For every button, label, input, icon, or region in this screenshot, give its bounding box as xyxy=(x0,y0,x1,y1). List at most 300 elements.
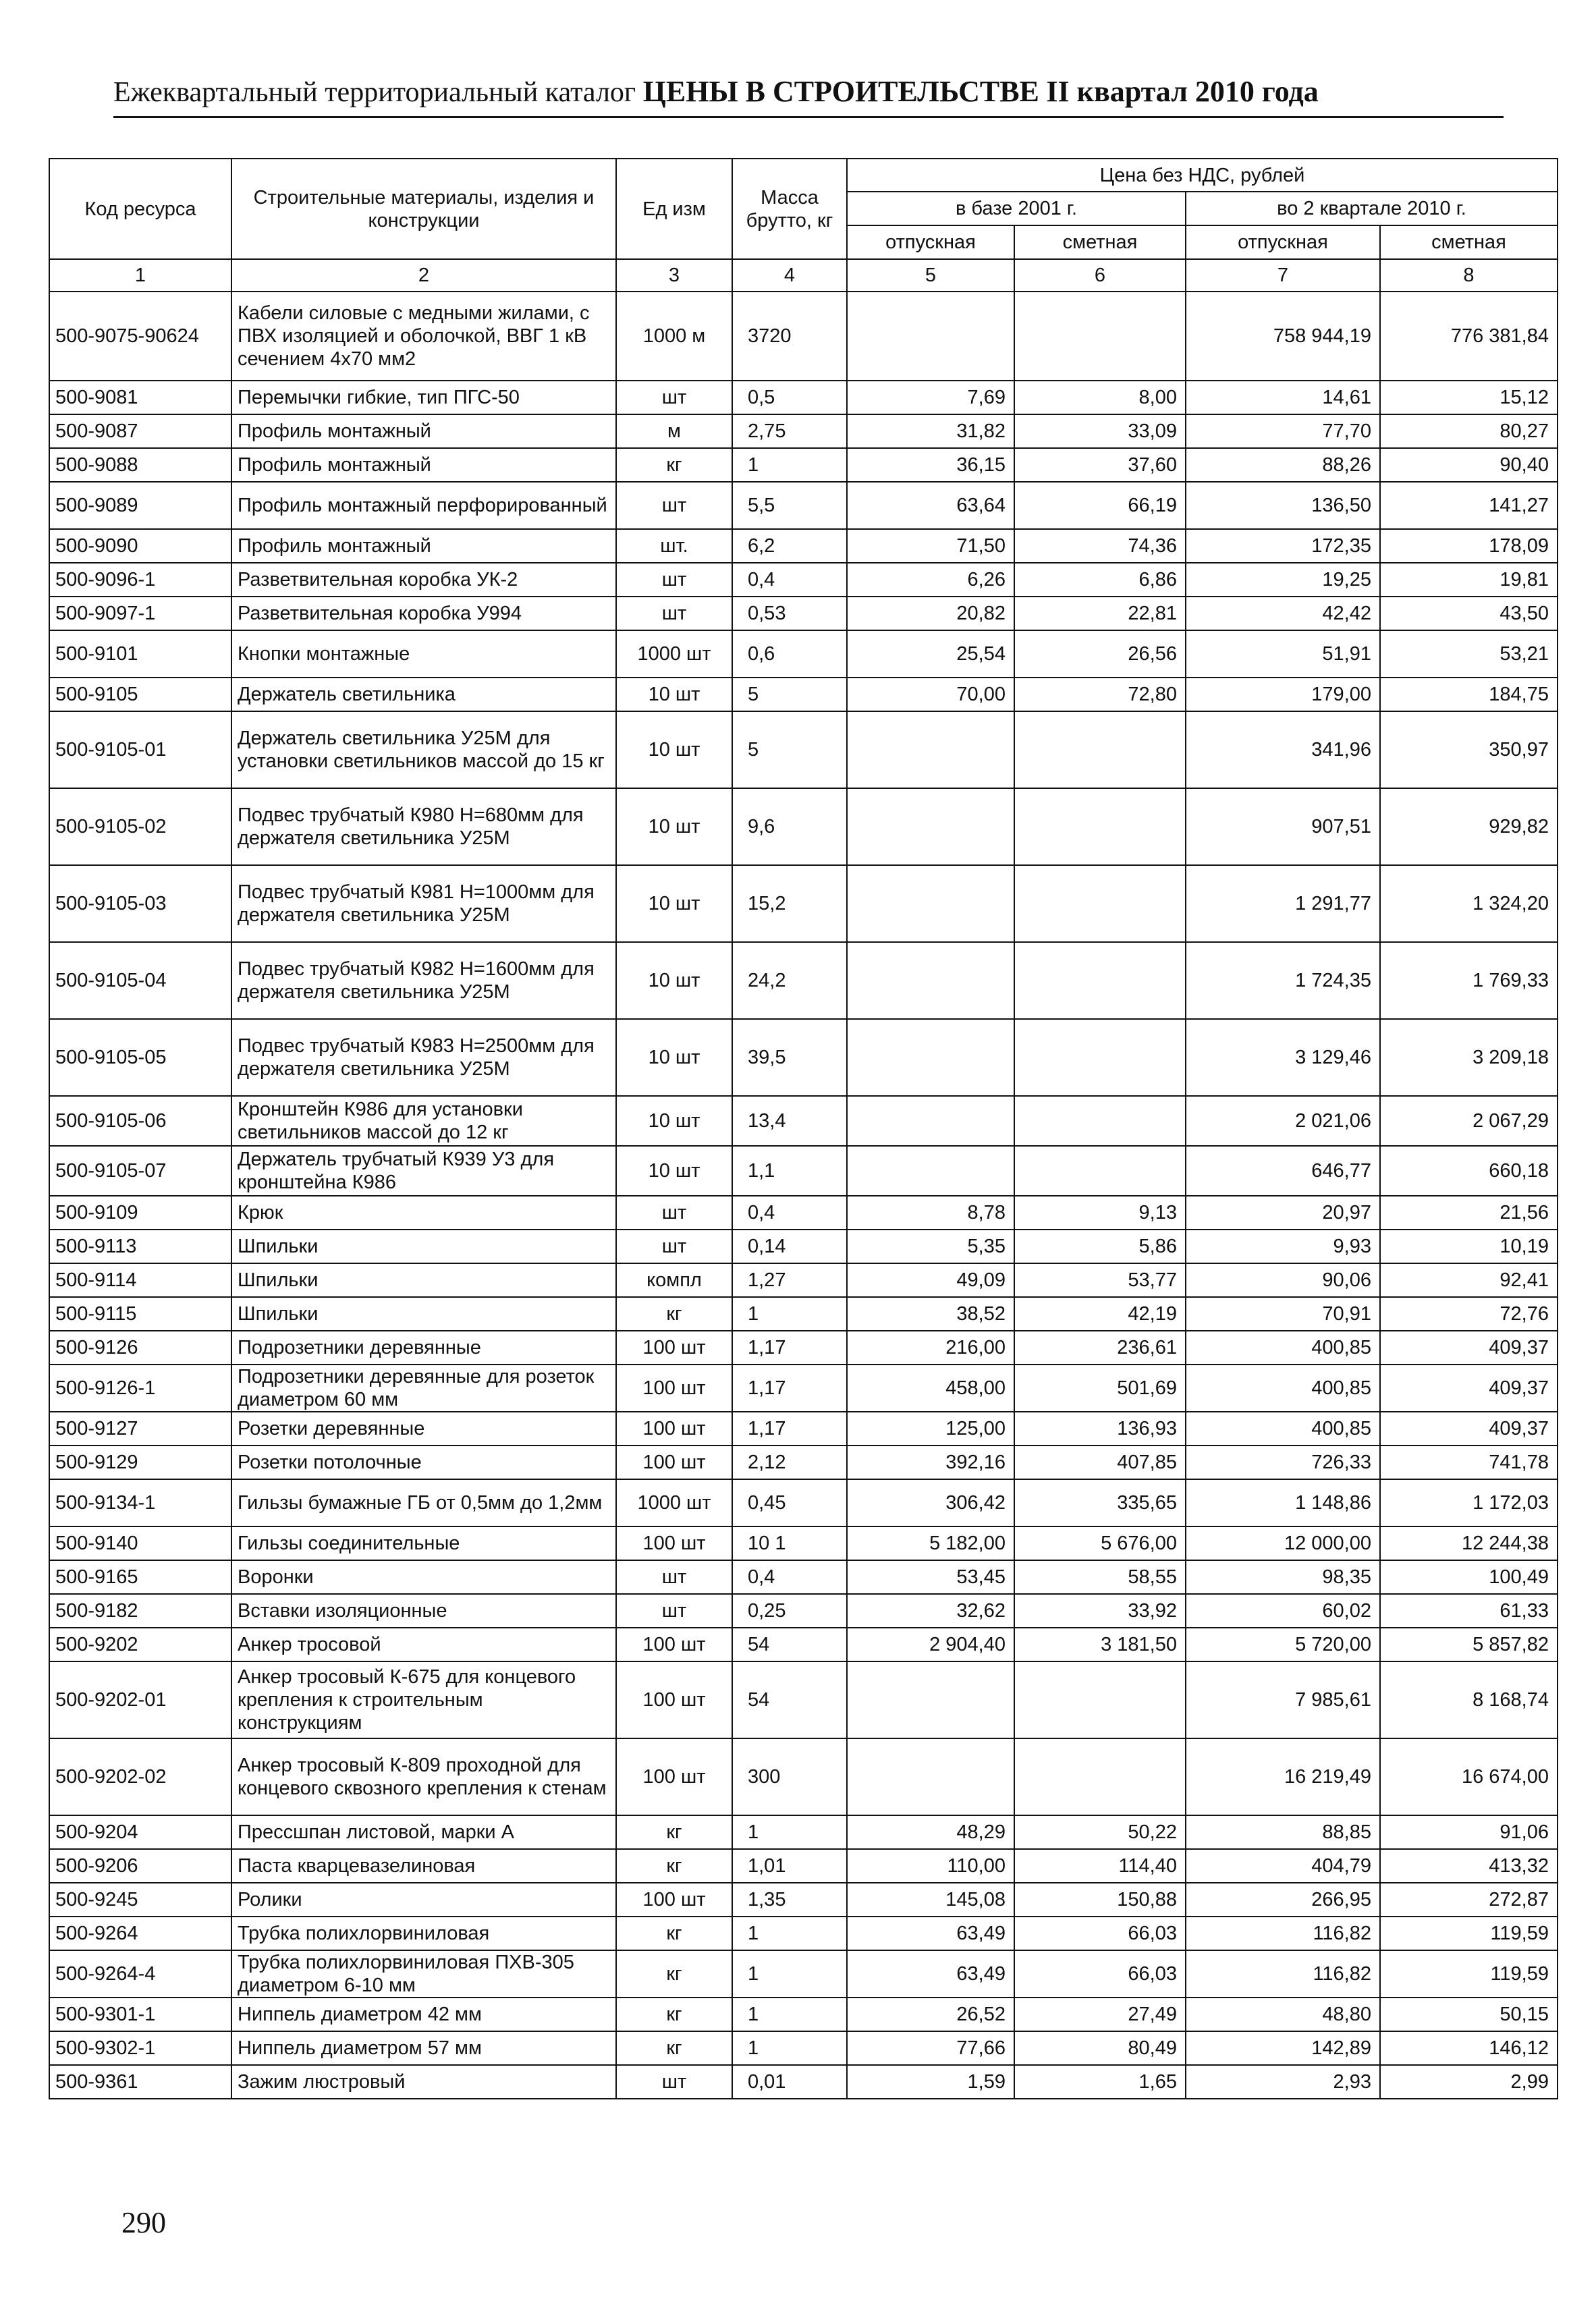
cell-estimate-2010: 2,99 xyxy=(1380,2065,1558,2099)
cell-estimate-2001: 236,61 xyxy=(1014,1331,1186,1365)
cell-code: 500-9105-06 xyxy=(49,1096,231,1146)
cell-release-2010: 726,33 xyxy=(1186,1446,1380,1479)
cell-estimate-2010: 178,09 xyxy=(1380,529,1558,563)
cell-release-2010: 179,00 xyxy=(1186,678,1380,711)
cell-release-2001 xyxy=(847,292,1014,381)
table-row xyxy=(49,865,1558,942)
table-row xyxy=(49,1950,1558,1998)
cell-mass: 1 xyxy=(732,2031,847,2065)
table-row xyxy=(49,1661,1558,1738)
cell-release-2001 xyxy=(847,1738,1014,1815)
cell-estimate-2001: 26,56 xyxy=(1014,630,1186,678)
cell-name: Гильзы бумажные ГБ от 0,5мм до 1,2мм xyxy=(231,1479,616,1526)
cell-release-2010: 14,61 xyxy=(1186,381,1380,414)
cell-unit: 1000 шт xyxy=(616,630,732,678)
cell-estimate-2010: 8 168,74 xyxy=(1380,1661,1558,1738)
cell-estimate-2001 xyxy=(1014,865,1186,942)
cell-name: Держатель светильника xyxy=(231,678,616,711)
cell-code: 500-9301-1 xyxy=(49,1998,231,2031)
table-row xyxy=(49,2065,1558,2099)
cell-code: 500-9088 xyxy=(49,448,231,482)
cell-mass: 1,1 xyxy=(732,1146,847,1196)
cell-estimate-2010: 21,56 xyxy=(1380,1196,1558,1230)
cell-code: 500-9302-1 xyxy=(49,2031,231,2065)
cell-unit: 100 шт xyxy=(616,1738,732,1815)
cell-name: Трубка полихлорвиниловая ПХВ-305 диаметром 6-10 мм xyxy=(231,1950,616,1998)
cell-estimate-2010: 10,19 xyxy=(1380,1230,1558,1263)
cell-release-2010: 90,06 xyxy=(1186,1263,1380,1297)
table-row xyxy=(49,381,1558,414)
cell-mass: 5,5 xyxy=(732,482,847,529)
cell-estimate-2001: 150,88 xyxy=(1014,1883,1186,1917)
cell-estimate-2001: 9,13 xyxy=(1014,1196,1186,1230)
cell-name: Ниппель диаметром 57 мм xyxy=(231,2031,616,2065)
cell-code: 500-9105-02 xyxy=(49,788,231,865)
table-row xyxy=(49,482,1558,529)
table-row xyxy=(49,1738,1558,1815)
table-row xyxy=(49,414,1558,448)
cell-release-2001: 6,26 xyxy=(847,563,1014,597)
cell-unit: кг xyxy=(616,1917,732,1950)
cell-release-2001: 458,00 xyxy=(847,1365,1014,1412)
table-row xyxy=(49,1849,1558,1883)
cell-release-2001: 392,16 xyxy=(847,1446,1014,1479)
cell-code: 500-9134-1 xyxy=(49,1479,231,1526)
table-row xyxy=(49,1998,1558,2031)
cell-release-2010: 2 021,06 xyxy=(1186,1096,1380,1146)
cell-unit: кг xyxy=(616,1815,732,1849)
cell-unit: 1000 м xyxy=(616,292,732,381)
table-row xyxy=(49,1446,1558,1479)
cell-estimate-2001: 50,22 xyxy=(1014,1815,1186,1849)
cell-mass: 0,4 xyxy=(732,1196,847,1230)
column-number-row xyxy=(49,259,1558,292)
cell-name: Зажим люстровый xyxy=(231,2065,616,2099)
column-number: 3 xyxy=(616,259,732,292)
cell-name: Розетки потолочные xyxy=(231,1446,616,1479)
cell-name: Подвес трубчатый К982 Н=1600мм для держателя светильника У25М xyxy=(231,942,616,1019)
cell-estimate-2010: 184,75 xyxy=(1380,678,1558,711)
table-row xyxy=(49,630,1558,678)
cell-code: 500-9105-01 xyxy=(49,711,231,788)
cell-release-2001: 71,50 xyxy=(847,529,1014,563)
cell-unit: шт xyxy=(616,563,732,597)
cell-estimate-2010: 53,21 xyxy=(1380,630,1558,678)
price-table xyxy=(49,158,1558,2099)
table-row xyxy=(49,1230,1558,1263)
table-row xyxy=(49,1628,1558,1661)
cell-unit: 10 шт xyxy=(616,711,732,788)
cell-release-2010: 98,35 xyxy=(1186,1560,1380,1594)
cell-mass: 0,5 xyxy=(732,381,847,414)
table-row xyxy=(49,1297,1558,1331)
cell-mass: 1 xyxy=(732,1297,847,1331)
cell-release-2010: 400,85 xyxy=(1186,1365,1380,1412)
cell-estimate-2001 xyxy=(1014,1146,1186,1196)
cell-release-2010: 341,96 xyxy=(1186,711,1380,788)
cell-code: 500-9204 xyxy=(49,1815,231,1849)
cell-unit: шт xyxy=(616,597,732,630)
cell-mass: 1 xyxy=(732,1815,847,1849)
cell-mass: 3720 xyxy=(732,292,847,381)
th-name: Строительные материалы, изделия и конструкции xyxy=(231,159,616,259)
cell-estimate-2010: 16 674,00 xyxy=(1380,1738,1558,1815)
cell-code: 500-9105-03 xyxy=(49,865,231,942)
cell-estimate-2001: 72,80 xyxy=(1014,678,1186,711)
cell-release-2010: 142,89 xyxy=(1186,2031,1380,2065)
cell-release-2010: 404,79 xyxy=(1186,1849,1380,1883)
cell-name: Паста кварцевазелиновая xyxy=(231,1849,616,1883)
table-row xyxy=(49,1146,1558,1196)
cell-name: Подвес трубчатый К980 Н=680мм для держателя светильника У25М xyxy=(231,788,616,865)
cell-mass: 0,4 xyxy=(732,1560,847,1594)
cell-estimate-2001: 407,85 xyxy=(1014,1446,1186,1479)
cell-release-2001 xyxy=(847,1019,1014,1096)
th-price: Цена без НДС, рублей xyxy=(847,159,1558,192)
cell-release-2010: 646,77 xyxy=(1186,1146,1380,1196)
cell-mass: 54 xyxy=(732,1628,847,1661)
cell-release-2010: 20,97 xyxy=(1186,1196,1380,1230)
cell-estimate-2010: 272,87 xyxy=(1380,1883,1558,1917)
cell-release-2010: 172,35 xyxy=(1186,529,1380,563)
table-row xyxy=(49,1365,1558,1412)
cell-code: 500-9075-90624 xyxy=(49,292,231,381)
cell-estimate-2001: 66,19 xyxy=(1014,482,1186,529)
cell-release-2001: 306,42 xyxy=(847,1479,1014,1526)
cell-release-2001: 216,00 xyxy=(847,1331,1014,1365)
cell-name: Шпильки xyxy=(231,1263,616,1297)
th-unit: Ед изм xyxy=(616,159,732,259)
cell-name: Крюк xyxy=(231,1196,616,1230)
cell-estimate-2001: 5,86 xyxy=(1014,1230,1186,1263)
cell-estimate-2010: 1 769,33 xyxy=(1380,942,1558,1019)
column-number: 4 xyxy=(732,259,847,292)
cell-name: Подвес трубчатый К981 Н=1000мм для держателя светильника У25М xyxy=(231,865,616,942)
table-row xyxy=(49,529,1558,563)
cell-estimate-2001: 3 181,50 xyxy=(1014,1628,1186,1661)
header-title: ЦЕНЫ В СТРОИТЕЛЬСТВЕ xyxy=(642,75,1039,108)
cell-release-2001: 63,49 xyxy=(847,1950,1014,1998)
cell-release-2010: 60,02 xyxy=(1186,1594,1380,1628)
cell-mass: 1,17 xyxy=(732,1412,847,1446)
cell-name: Подвес трубчатый К983 Н=2500мм для держателя светильника У25М xyxy=(231,1019,616,1096)
cell-estimate-2001 xyxy=(1014,1019,1186,1096)
cell-name: Прессшпан листовой, марки А xyxy=(231,1815,616,1849)
cell-unit: 10 шт xyxy=(616,1096,732,1146)
th-q2-2010: во 2 квартале 2010 г. xyxy=(1186,192,1558,225)
cell-code: 500-9126 xyxy=(49,1331,231,1365)
cell-code: 500-9105 xyxy=(49,678,231,711)
table-row xyxy=(49,2031,1558,2065)
cell-unit: шт xyxy=(616,1230,732,1263)
cell-estimate-2001: 6,86 xyxy=(1014,563,1186,597)
cell-estimate-2010: 43,50 xyxy=(1380,597,1558,630)
cell-unit: 100 шт xyxy=(616,1446,732,1479)
cell-mass: 0,14 xyxy=(732,1230,847,1263)
column-number: 1 xyxy=(49,259,231,292)
column-number: 8 xyxy=(1380,259,1558,292)
cell-name: Держатель трубчатый К939 У3 для кронштейна К986 xyxy=(231,1146,616,1196)
cell-release-2010: 88,85 xyxy=(1186,1815,1380,1849)
page-number: 290 xyxy=(121,2206,166,2239)
cell-mass: 13,4 xyxy=(732,1096,847,1146)
cell-estimate-2010: 80,27 xyxy=(1380,414,1558,448)
cell-estimate-2010: 15,12 xyxy=(1380,381,1558,414)
table-row xyxy=(49,1883,1558,1917)
cell-unit: 10 шт xyxy=(616,942,732,1019)
cell-code: 500-9087 xyxy=(49,414,231,448)
cell-estimate-2010: 12 244,38 xyxy=(1380,1526,1558,1560)
cell-name: Подрозетники деревянные для розеток диаметром 60 мм xyxy=(231,1365,616,1412)
cell-estimate-2001 xyxy=(1014,942,1186,1019)
table-row xyxy=(49,1263,1558,1297)
cell-code: 500-9129 xyxy=(49,1446,231,1479)
cell-unit: 10 шт xyxy=(616,1019,732,1096)
cell-release-2001: 125,00 xyxy=(847,1412,1014,1446)
cell-name: Разветвительная коробка УК-2 xyxy=(231,563,616,597)
cell-code: 500-9115 xyxy=(49,1297,231,1331)
cell-code: 500-9081 xyxy=(49,381,231,414)
cell-code: 500-9264-4 xyxy=(49,1950,231,1998)
cell-name: Держатель светильника У25М для установки светильников массой до 15 кг xyxy=(231,711,616,788)
cell-code: 500-9140 xyxy=(49,1526,231,1560)
cell-release-2001: 5 182,00 xyxy=(847,1526,1014,1560)
cell-release-2010: 1 291,77 xyxy=(1186,865,1380,942)
cell-mass: 1 xyxy=(732,1950,847,1998)
cell-unit: 10 шт xyxy=(616,865,732,942)
cell-mass: 15,2 xyxy=(732,865,847,942)
cell-release-2001: 110,00 xyxy=(847,1849,1014,1883)
cell-estimate-2001: 27,49 xyxy=(1014,1998,1186,2031)
cell-release-2001: 31,82 xyxy=(847,414,1014,448)
cell-mass: 2,75 xyxy=(732,414,847,448)
cell-estimate-2010: 61,33 xyxy=(1380,1594,1558,1628)
cell-estimate-2001: 114,40 xyxy=(1014,1849,1186,1883)
cell-mass: 10 1 xyxy=(732,1526,847,1560)
cell-estimate-2010: 119,59 xyxy=(1380,1950,1558,1998)
cell-release-2001 xyxy=(847,865,1014,942)
running-header xyxy=(113,76,1497,109)
cell-release-2001 xyxy=(847,1146,1014,1196)
cell-release-2001: 48,29 xyxy=(847,1815,1014,1849)
cell-unit: 10 шт xyxy=(616,678,732,711)
cell-estimate-2001: 33,09 xyxy=(1014,414,1186,448)
cell-release-2010: 116,82 xyxy=(1186,1950,1380,1998)
cell-mass: 24,2 xyxy=(732,942,847,1019)
cell-release-2001: 7,69 xyxy=(847,381,1014,414)
cell-unit: 100 шт xyxy=(616,1628,732,1661)
cell-name: Анкер тросовый К-675 для концевого крепления к строительным конструкциям xyxy=(231,1661,616,1738)
cell-release-2001: 38,52 xyxy=(847,1297,1014,1331)
cell-mass: 0,25 xyxy=(732,1594,847,1628)
cell-estimate-2001: 22,81 xyxy=(1014,597,1186,630)
cell-code: 500-9089 xyxy=(49,482,231,529)
cell-estimate-2010: 776 381,84 xyxy=(1380,292,1558,381)
cell-mass: 1,35 xyxy=(732,1883,847,1917)
cell-estimate-2010: 19,81 xyxy=(1380,563,1558,597)
table-row xyxy=(49,448,1558,482)
cell-release-2010: 400,85 xyxy=(1186,1331,1380,1365)
cell-mass: 39,5 xyxy=(732,1019,847,1096)
cell-estimate-2001: 80,49 xyxy=(1014,2031,1186,2065)
cell-code: 500-9202 xyxy=(49,1628,231,1661)
header-period: II квартал 2010 года xyxy=(1046,75,1319,108)
cell-estimate-2001: 66,03 xyxy=(1014,1950,1186,1998)
cell-name: Анкер тросовый К-809 проходной для концевого сквозного крепления к стенам xyxy=(231,1738,616,1815)
cell-unit: шт xyxy=(616,1594,732,1628)
cell-unit: шт. xyxy=(616,529,732,563)
cell-unit: кг xyxy=(616,1950,732,1998)
cell-code: 500-9105-05 xyxy=(49,1019,231,1096)
cell-release-2010: 400,85 xyxy=(1186,1412,1380,1446)
cell-estimate-2010: 92,41 xyxy=(1380,1263,1558,1297)
cell-estimate-2001 xyxy=(1014,1738,1186,1815)
cell-code: 500-9126-1 xyxy=(49,1365,231,1412)
cell-unit: 10 шт xyxy=(616,1146,732,1196)
th-base-2001: в базе 2001 г. xyxy=(847,192,1186,225)
table-row xyxy=(49,597,1558,630)
cell-release-2010: 88,26 xyxy=(1186,448,1380,482)
cell-estimate-2001: 58,55 xyxy=(1014,1560,1186,1594)
cell-release-2010: 116,82 xyxy=(1186,1917,1380,1950)
cell-release-2001 xyxy=(847,788,1014,865)
cell-estimate-2010: 146,12 xyxy=(1380,2031,1558,2065)
cell-release-2001 xyxy=(847,942,1014,1019)
cell-estimate-2001 xyxy=(1014,711,1186,788)
cell-name: Гильзы соединительные xyxy=(231,1526,616,1560)
cell-estimate-2010: 72,76 xyxy=(1380,1297,1558,1331)
table-row xyxy=(49,1331,1558,1365)
cell-unit: 1000 шт xyxy=(616,1479,732,1526)
cell-estimate-2001: 335,65 xyxy=(1014,1479,1186,1526)
cell-name: Шпильки xyxy=(231,1297,616,1331)
cell-estimate-2001: 66,03 xyxy=(1014,1917,1186,1950)
cell-release-2010: 7 985,61 xyxy=(1186,1661,1380,1738)
th-release-2001: отпускная xyxy=(847,225,1014,259)
cell-unit: 100 шт xyxy=(616,1526,732,1560)
cell-mass: 5 xyxy=(732,678,847,711)
cell-release-2010: 266,95 xyxy=(1186,1883,1380,1917)
cell-name: Перемычки гибкие, тип ПГС-50 xyxy=(231,381,616,414)
cell-estimate-2001: 8,00 xyxy=(1014,381,1186,414)
table-row xyxy=(49,1815,1558,1849)
th-code: Код ресурса xyxy=(49,159,231,259)
cell-unit: кг xyxy=(616,448,732,482)
cell-name: Разветвительная коробка У994 xyxy=(231,597,616,630)
cell-name: Кронштейн К986 для установки светильников массой до 12 кг xyxy=(231,1096,616,1146)
cell-code: 500-9245 xyxy=(49,1883,231,1917)
cell-mass: 0,4 xyxy=(732,563,847,597)
cell-unit: 10 шт xyxy=(616,788,732,865)
cell-name: Трубка полихлорвиниловая xyxy=(231,1917,616,1950)
cell-estimate-2010: 1 172,03 xyxy=(1380,1479,1558,1526)
cell-code: 500-9109 xyxy=(49,1196,231,1230)
cell-unit: шт xyxy=(616,381,732,414)
cell-code: 500-9264 xyxy=(49,1917,231,1950)
cell-unit: кг xyxy=(616,1849,732,1883)
cell-release-2010: 48,80 xyxy=(1186,1998,1380,2031)
cell-estimate-2010: 409,37 xyxy=(1380,1365,1558,1412)
table-row xyxy=(49,1526,1558,1560)
cell-name: Профиль монтажный перфорированный xyxy=(231,482,616,529)
cell-estimate-2010: 929,82 xyxy=(1380,788,1558,865)
cell-name: Розетки деревянные xyxy=(231,1412,616,1446)
cell-estimate-2010: 409,37 xyxy=(1380,1331,1558,1365)
th-mass: Масса брутто, кг xyxy=(732,159,847,259)
header-prefix: Ежеквартальный территориальный каталог xyxy=(113,77,636,108)
cell-release-2001: 1,59 xyxy=(847,2065,1014,2099)
cell-mass: 0,53 xyxy=(732,597,847,630)
cell-release-2010: 12 000,00 xyxy=(1186,1526,1380,1560)
cell-unit: шт xyxy=(616,482,732,529)
cell-estimate-2001: 501,69 xyxy=(1014,1365,1186,1412)
cell-release-2010: 2,93 xyxy=(1186,2065,1380,2099)
cell-name: Шпильки xyxy=(231,1230,616,1263)
cell-unit: компл xyxy=(616,1263,732,1297)
cell-code: 500-9165 xyxy=(49,1560,231,1594)
cell-estimate-2010: 2 067,29 xyxy=(1380,1096,1558,1146)
cell-mass: 1,01 xyxy=(732,1849,847,1883)
cell-release-2001: 70,00 xyxy=(847,678,1014,711)
column-number: 7 xyxy=(1186,259,1380,292)
cell-unit: 100 шт xyxy=(616,1365,732,1412)
cell-code: 500-9101 xyxy=(49,630,231,678)
column-number: 6 xyxy=(1014,259,1186,292)
column-number: 5 xyxy=(847,259,1014,292)
cell-release-2001: 53,45 xyxy=(847,1560,1014,1594)
cell-code: 500-9105-07 xyxy=(49,1146,231,1196)
table-row xyxy=(49,788,1558,865)
cell-mass: 0,6 xyxy=(732,630,847,678)
table-row xyxy=(49,711,1558,788)
cell-release-2001: 63,49 xyxy=(847,1917,1014,1950)
cell-release-2001: 20,82 xyxy=(847,597,1014,630)
cell-release-2010: 16 219,49 xyxy=(1186,1738,1380,1815)
cell-unit: кг xyxy=(616,2031,732,2065)
cell-release-2001 xyxy=(847,1661,1014,1738)
cell-mass: 300 xyxy=(732,1738,847,1815)
cell-code: 500-9097-1 xyxy=(49,597,231,630)
cell-estimate-2001 xyxy=(1014,292,1186,381)
cell-unit: 100 шт xyxy=(616,1412,732,1446)
cell-estimate-2010: 119,59 xyxy=(1380,1917,1558,1950)
cell-release-2001: 77,66 xyxy=(847,2031,1014,2065)
cell-mass: 1 xyxy=(732,1998,847,2031)
cell-release-2001: 32,62 xyxy=(847,1594,1014,1628)
cell-unit: 100 шт xyxy=(616,1331,732,1365)
cell-release-2010: 3 129,46 xyxy=(1186,1019,1380,1096)
cell-release-2001: 8,78 xyxy=(847,1196,1014,1230)
cell-name: Воронки xyxy=(231,1560,616,1594)
cell-code: 500-9206 xyxy=(49,1849,231,1883)
table-row xyxy=(49,1479,1558,1526)
cell-estimate-2010: 350,97 xyxy=(1380,711,1558,788)
cell-release-2010: 1 148,86 xyxy=(1186,1479,1380,1526)
cell-unit: шт xyxy=(616,2065,732,2099)
cell-release-2010: 77,70 xyxy=(1186,414,1380,448)
cell-release-2010: 758 944,19 xyxy=(1186,292,1380,381)
cell-mass: 1,27 xyxy=(732,1263,847,1297)
cell-unit: шт xyxy=(616,1560,732,1594)
cell-code: 500-9361 xyxy=(49,2065,231,2099)
cell-name: Профиль монтажный xyxy=(231,414,616,448)
cell-estimate-2001 xyxy=(1014,1661,1186,1738)
cell-mass: 0,01 xyxy=(732,2065,847,2099)
cell-unit: шт xyxy=(616,1196,732,1230)
cell-release-2001 xyxy=(847,711,1014,788)
cell-estimate-2010: 100,49 xyxy=(1380,1560,1558,1594)
cell-estimate-2010: 90,40 xyxy=(1380,448,1558,482)
